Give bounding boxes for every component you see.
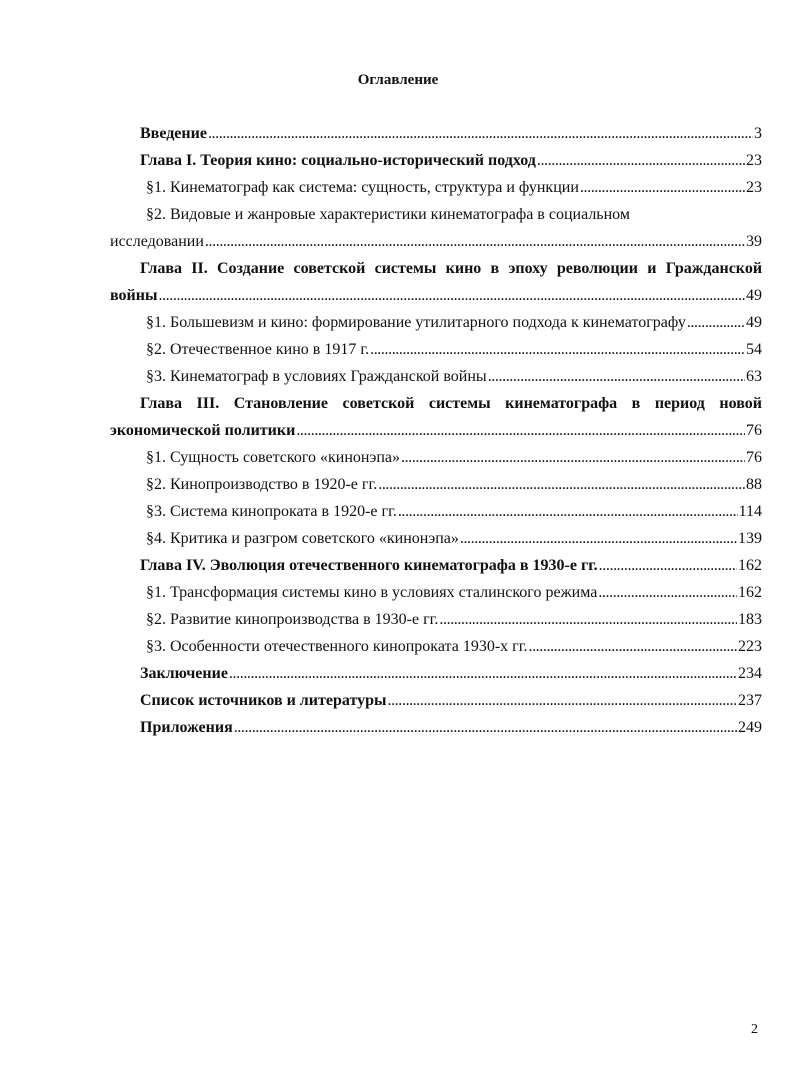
toc-entry-label: §3. Кинематограф в условиях Гражданской войны <box>146 368 487 385</box>
word: Глава <box>140 260 182 277</box>
toc-entry-chapter-4[interactable] <box>110 557 762 584</box>
dot-leader <box>528 638 737 656</box>
toc-entry-ch3-sec1[interactable] <box>110 449 762 476</box>
toc-entry-page: 162 <box>738 584 762 601</box>
toc-entry-label: Список источников и литературы <box>140 692 387 709</box>
word: период <box>654 395 705 412</box>
toc-entry-label: Введение <box>140 125 207 142</box>
toc-entry-chapter-2[interactable] <box>110 287 762 314</box>
word: Глава <box>140 395 182 412</box>
toc-entry-ch2-sec3[interactable] <box>110 368 762 395</box>
toc-entry-label: §1. Трансформация системы кино в условиях сталинского режима <box>146 584 598 601</box>
toc-entry-label: исследовании <box>110 233 204 250</box>
word: в <box>631 395 641 412</box>
toc-entry-page: 249 <box>738 719 762 736</box>
toc-entry-page: 183 <box>738 611 762 628</box>
toc-entry-label: Глава IV. Эволюция отечественного кинематографа в 1930-е гг. <box>140 557 598 574</box>
toc-entry-label: §2. Развитие кинопроизводства в 1930-е гг. <box>146 611 439 628</box>
toc-entry-label: §1. Большевизм и кино: формирование утилитарного подхода к кинематографу <box>146 314 686 331</box>
toc-entry-label: §3. Особенности отечественного кинопроката 1930-х гг. <box>146 638 528 655</box>
dot-leader <box>598 584 737 602</box>
word: III. <box>196 395 220 412</box>
toc-entry-label: экономической политики <box>110 422 296 439</box>
dot-leader <box>205 233 745 251</box>
toc-entry-label: войны <box>110 287 158 304</box>
toc-entry-ch2-sec2[interactable] <box>110 341 762 368</box>
word: и <box>647 260 657 277</box>
toc-entry-page: 139 <box>738 530 762 547</box>
toc-entry-ch1-sec2[interactable] <box>110 233 762 260</box>
toc-entry-page: 54 <box>746 341 762 358</box>
dot-leader <box>370 341 745 359</box>
toc-entry-label: Глава I. Теория кино: социально-исторический подход <box>140 152 536 169</box>
word: советской <box>293 260 366 277</box>
toc-entry-label: Заключение <box>140 665 228 682</box>
word: Создание <box>216 260 285 277</box>
toc-entry-page: 23 <box>746 179 762 196</box>
toc-entry-chapter-2-line1[interactable] <box>110 260 762 287</box>
dot-leader <box>439 611 737 629</box>
dot-leader <box>229 665 737 683</box>
word: революции <box>556 260 638 277</box>
dot-leader <box>387 692 737 710</box>
toc-entry-label: §2. Кинопроизводство в 1920-е гг. <box>146 476 378 493</box>
word: Становление <box>233 395 328 412</box>
dot-leader <box>234 719 737 737</box>
toc-entry-page: 237 <box>738 692 762 709</box>
toc-entry-page: 49 <box>746 314 762 331</box>
toc-entry-label: §1. Кинематограф как система: сущность, структура и функции <box>146 179 579 196</box>
toc-entry-label: §4. Критика и разгром советского «кинонэпа» <box>146 530 459 547</box>
toc-entry-label: §3. Система кинопроката в 1920-е гг. <box>146 503 397 520</box>
toc-entry-ch3-sec4[interactable] <box>110 530 762 557</box>
toc-entry-ch1-sec1[interactable] <box>110 179 762 206</box>
toc-entry-page: 162 <box>738 557 762 574</box>
dot-leader <box>537 152 745 170</box>
toc-entry-ch1-sec2-line1[interactable]: §2. Видовые и жанровые характеристики кинематографа в социальном <box>146 206 630 223</box>
toc-entry-label: §2. Отечественное кино в 1917 г. <box>146 341 370 358</box>
toc-entry-page: 223 <box>738 638 762 655</box>
toc-entry-page: 23 <box>746 152 762 169</box>
toc-entry-ch4-sec1[interactable] <box>110 584 762 611</box>
dot-leader <box>460 530 737 548</box>
toc-entry-chapter-3[interactable] <box>110 422 762 449</box>
word: советской <box>342 395 415 412</box>
toc-entry-ch3-sec3[interactable] <box>110 503 762 530</box>
word: кино <box>445 260 482 277</box>
toc-entry-ch4-sec3[interactable] <box>110 638 762 665</box>
dot-leader <box>398 503 738 521</box>
toc-entry-chapter-1[interactable] <box>110 152 762 179</box>
word: в <box>490 260 500 277</box>
toc-entry-ch3-sec2[interactable] <box>110 476 762 503</box>
toc-entry-label: §1. Сущность советского «кинонэпа» <box>146 449 401 466</box>
dot-leader <box>488 368 745 386</box>
toc-entry-page: 88 <box>746 476 762 493</box>
dot-leader <box>580 179 745 197</box>
word: эпоху <box>508 260 548 277</box>
toc-entry-page: 76 <box>746 422 762 439</box>
toc-entry-label: Приложения <box>140 719 233 736</box>
dot-leader <box>401 449 745 467</box>
word: системы <box>374 260 437 277</box>
toc-entry-page: 234 <box>738 665 762 682</box>
word: II. <box>191 260 208 277</box>
toc-entry-page: 49 <box>746 287 762 304</box>
toc-title: Оглавление <box>357 72 439 88</box>
toc-entry-conclusion[interactable] <box>110 665 762 692</box>
dot-leader <box>158 287 745 305</box>
word: Гражданской <box>665 260 762 277</box>
toc-entry-page: 114 <box>738 503 762 520</box>
dot-leader <box>599 557 737 575</box>
toc-entry-page: 76 <box>746 449 762 466</box>
dot-leader <box>378 476 745 494</box>
table-of-contents <box>110 125 762 746</box>
toc-entry-page: 39 <box>746 233 762 250</box>
toc-entry-appendices[interactable] <box>110 719 762 746</box>
toc-entry-ch2-sec1[interactable] <box>110 314 762 341</box>
word: системы <box>428 395 491 412</box>
toc-entry-bibliography[interactable] <box>110 692 762 719</box>
dot-leader <box>687 314 745 332</box>
dot-leader <box>208 125 753 143</box>
page-number: 2 <box>751 1022 758 1037</box>
word: новой <box>719 395 762 412</box>
toc-entry-ch4-sec2[interactable] <box>110 611 762 638</box>
toc-entry-page: 63 <box>746 368 762 385</box>
toc-entry-chapter-3-line1[interactable] <box>110 395 762 422</box>
dot-leader <box>296 422 745 440</box>
toc-entry-introduction[interactable] <box>110 125 762 152</box>
toc-entry-page: 3 <box>754 125 762 142</box>
word: кинематографа <box>505 395 618 412</box>
